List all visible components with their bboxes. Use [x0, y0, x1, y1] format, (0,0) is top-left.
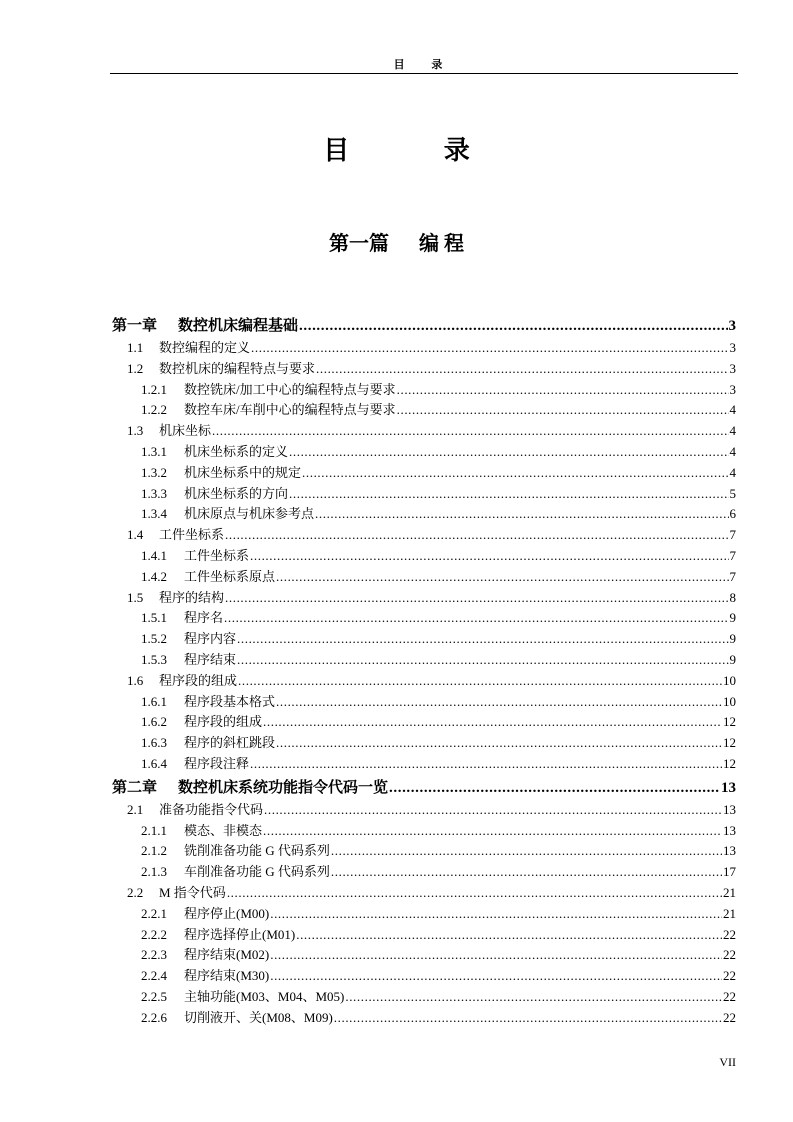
- toc-entry-page: 22: [723, 989, 736, 1004]
- toc-entry-label: [141, 483, 288, 502]
- toc-entry-number: 2.1.2: [141, 843, 167, 858]
- dot-leader: [250, 548, 728, 564]
- toc-entry-title: 程序选择停止(M01): [184, 927, 296, 942]
- toc-entry-1-3-4[interactable]: [141, 503, 736, 522]
- toc-entry-number: 1.6.1: [141, 694, 167, 709]
- toc-entry-number: 1.4.1: [141, 548, 167, 563]
- dot-leader: [289, 486, 728, 502]
- toc-entry-page: 3: [729, 382, 736, 397]
- toc-entry-page: 22: [723, 927, 736, 942]
- toc-entry-label: [141, 441, 288, 460]
- toc-entry-number: 1.2: [127, 361, 144, 376]
- toc-entry-title: 机床坐标系中的规定: [184, 465, 302, 480]
- toc-entry-title: 铣削准备功能 G 代码系列: [184, 843, 330, 858]
- toc-entry-page: 7: [729, 527, 736, 542]
- dot-leader: [264, 802, 722, 818]
- toc-entry-page: 12: [723, 756, 736, 771]
- dot-leader: [270, 906, 722, 922]
- dot-leader: [276, 694, 722, 710]
- toc-entry-number: 2.2.4: [141, 968, 167, 983]
- part-label: 第一篇: [329, 233, 389, 255]
- toc-entry-number: 1.5.1: [141, 610, 167, 625]
- toc-entry-number: 2.2: [127, 885, 144, 900]
- toc-entry-title: 数控车床/车削中心的编程特点与要求: [184, 402, 396, 417]
- toc-entry-title: 数控编程的定义: [159, 340, 251, 355]
- toc-entry-label: [141, 545, 249, 564]
- toc-entry-label: [141, 986, 344, 1005]
- toc-entry-page: 10: [723, 673, 736, 688]
- toc-entry-title: 程序停止(M00): [184, 906, 270, 921]
- toc-entry-label: [141, 649, 236, 668]
- toc-entry-title: 工件坐标系原点: [184, 569, 276, 584]
- toc-entry-1-2[interactable]: [127, 358, 736, 377]
- dot-leader: [299, 318, 727, 335]
- toc-entry-title: 程序结束(M02): [184, 947, 270, 962]
- toc-entry-2-2-1[interactable]: [141, 903, 736, 922]
- toc-entry-title: 程序的结构: [159, 590, 225, 605]
- toc-entry-2-2[interactable]: [127, 882, 736, 901]
- part-title: [0, 227, 793, 256]
- toc-entry-1-4-2[interactable]: [141, 566, 736, 585]
- toc-entry-1-6-2[interactable]: [141, 711, 736, 730]
- toc-entry-1-2-1[interactable]: [141, 379, 736, 398]
- toc-entry-page: 6: [729, 506, 736, 521]
- toc-entry-number: 1.6.3: [141, 735, 167, 750]
- toc-entry-2-1-3[interactable]: [141, 861, 736, 880]
- toc-entry-label: [127, 358, 315, 377]
- toc-entry-number: 1.3.4: [141, 506, 167, 521]
- toc-entry-number: 2.2.6: [141, 1010, 167, 1025]
- toc-entry-2-1-1[interactable]: [141, 820, 736, 839]
- dot-leader: [237, 631, 728, 647]
- toc-entry-label: [141, 399, 396, 418]
- toc-entry-label: [127, 670, 237, 689]
- dot-leader: [276, 569, 728, 585]
- toc-entry-title: 工件坐标系: [184, 548, 250, 563]
- toc-entry-page: 17: [723, 864, 736, 879]
- dot-leader: [276, 735, 722, 751]
- toc-entry-number: 第一章: [112, 318, 158, 334]
- toc-entry-1-1[interactable]: [127, 337, 736, 356]
- dot-leader: [397, 382, 729, 398]
- toc-entry-number: 1.3.1: [141, 444, 167, 459]
- toc-entry-page: 13: [721, 780, 736, 796]
- dot-leader: [251, 340, 728, 356]
- toc-entry-title: 机床坐标系的方向: [184, 486, 289, 501]
- toc-entry-2-1[interactable]: [127, 799, 736, 818]
- toc-entry-label: [127, 524, 224, 543]
- toc-entry-number: 2.2.5: [141, 989, 167, 1004]
- dot-leader: [224, 610, 728, 626]
- toc-entry-number: 1.3.3: [141, 486, 167, 501]
- toc-entry-number: 第二章: [112, 780, 158, 796]
- toc-entry-title: 数控机床编程基础: [178, 318, 299, 334]
- toc-entry-2-1-2[interactable]: [141, 840, 736, 859]
- toc-entry-title: 程序段的组成: [184, 714, 263, 729]
- toc-entry-title: 程序的斜杠跳段: [184, 735, 276, 750]
- toc-entry-page: 7: [729, 569, 736, 584]
- toc-entry-label: [141, 628, 236, 647]
- toc-entry-1-5[interactable]: [127, 587, 736, 606]
- toc-entry-label: [141, 965, 269, 984]
- dot-leader: [345, 989, 722, 1005]
- dot-leader: [263, 714, 722, 730]
- running-header: 目 录: [393, 59, 455, 71]
- toc-entry-1-5-3[interactable]: [141, 649, 736, 668]
- dot-leader: [227, 885, 722, 901]
- toc-entry-label: [141, 1007, 333, 1026]
- toc-entry-title: 程序结束(M30): [184, 968, 270, 983]
- toc-entry-1-2-2[interactable]: [141, 399, 736, 418]
- toc-entry-number: 2.2.1: [141, 906, 167, 921]
- toc-entry-page: 21: [723, 885, 736, 900]
- toc-entry-page: 3: [729, 361, 736, 376]
- toc-entry-1-4-1[interactable]: [141, 545, 736, 564]
- toc-entry-page: 22: [723, 968, 736, 983]
- dot-leader: [250, 756, 722, 772]
- dot-leader: [225, 590, 728, 606]
- toc-entry-1-6-1[interactable]: [141, 691, 736, 710]
- toc-entry-number: 2.2.3: [141, 947, 167, 962]
- toc-entry-title: 程序结束: [184, 652, 237, 667]
- toc-entry-2-2-4[interactable]: [141, 965, 736, 984]
- toc-entry-第二章[interactable]: [112, 776, 736, 797]
- toc-entry-page: 12: [723, 714, 736, 729]
- toc-entry-page: 12: [723, 735, 736, 750]
- toc-entry-label: [141, 820, 262, 839]
- toc-entry-title: 机床坐标: [159, 423, 212, 438]
- toc-entry-number: 1.5: [127, 590, 144, 605]
- dot-leader: [331, 864, 722, 880]
- dot-leader: [397, 402, 729, 418]
- toc-entry-第一章[interactable]: [112, 314, 736, 335]
- dot-leader: [296, 927, 722, 943]
- dot-leader: [212, 423, 728, 439]
- toc-entry-label: [127, 587, 224, 606]
- toc-entry-label: [127, 337, 250, 356]
- toc-entry-title: 程序段基本格式: [184, 694, 276, 709]
- toc-entry-title: 数控机床系统功能指令代码一览: [178, 780, 389, 796]
- toc-entry-page: 22: [723, 1010, 736, 1025]
- toc-entry-number: 1.5.3: [141, 652, 167, 667]
- toc-entry-label: [112, 314, 298, 335]
- toc-entry-2-2-5[interactable]: [141, 986, 736, 1005]
- toc-entry-page: 4: [729, 444, 736, 459]
- dot-leader: [270, 968, 722, 984]
- dot-leader: [238, 673, 722, 689]
- toc-entry-number: 1.3.2: [141, 465, 167, 480]
- toc-entry-number: 1.6.4: [141, 756, 167, 771]
- toc-entry-number: 2.1: [127, 802, 144, 817]
- header-rule: [110, 73, 738, 74]
- toc-entry-title: 程序段注释: [184, 756, 250, 771]
- dot-leader: [263, 823, 722, 839]
- toc-entry-number: 2.1.3: [141, 864, 167, 879]
- toc-entry-title: 程序名: [184, 610, 224, 625]
- toc-entry-label: [141, 462, 301, 481]
- toc-entry-title: M 指令代码: [159, 885, 226, 900]
- toc-entry-page: 9: [729, 610, 736, 625]
- toc-entry-number: 1.6: [127, 673, 144, 688]
- toc-entry-page: 21: [723, 906, 736, 921]
- toc-entry-1-3-1[interactable]: [141, 441, 736, 460]
- toc-entry-1-6-3[interactable]: [141, 732, 736, 751]
- toc-entry-label: [141, 711, 262, 730]
- dot-leader: [270, 947, 722, 963]
- toc-entry-page: 4: [729, 402, 736, 417]
- toc-entry-label: [141, 691, 275, 710]
- dot-leader: [237, 652, 728, 668]
- toc-entry-page: 9: [729, 631, 736, 646]
- toc-entry-title: 数控机床的编程特点与要求: [159, 361, 316, 376]
- toc-entry-page: 8: [729, 590, 736, 605]
- toc-entry-page: 3: [729, 340, 736, 355]
- toc-entry-2-2-2[interactable]: [141, 924, 736, 943]
- toc-entry-number: 1.5.2: [141, 631, 167, 646]
- toc-entry-title: 机床原点与机床参考点: [184, 506, 315, 521]
- toc-entry-label: [127, 799, 263, 818]
- toc-entry-number: 1.4.2: [141, 569, 167, 584]
- toc-entry-2-2-6[interactable]: [141, 1007, 736, 1026]
- toc-entry-label: [127, 882, 226, 901]
- toc-entry-number: 1.3: [127, 423, 144, 438]
- dot-leader: [289, 444, 728, 460]
- toc-entry-label: [141, 379, 396, 398]
- toc-entry-1-3-3[interactable]: [141, 483, 736, 502]
- toc-entry-title: 车削准备功能 G 代码系列: [184, 864, 330, 879]
- dot-leader: [389, 780, 720, 797]
- part-name: 编 程: [419, 233, 464, 255]
- toc-entry-title: 模态、非模态: [184, 823, 263, 838]
- toc-entry-title: 程序内容: [184, 631, 237, 646]
- toc-entry-label: [141, 924, 295, 943]
- toc-entry-label: [127, 420, 211, 439]
- toc-entry-label: [141, 566, 275, 585]
- dot-leader: [225, 527, 728, 543]
- toc-entry-number: 2.2.2: [141, 927, 167, 942]
- dot-leader: [334, 1010, 722, 1026]
- toc-entry-number: 1.6.2: [141, 714, 167, 729]
- toc-entry-label: [141, 903, 269, 922]
- dot-leader: [302, 465, 728, 481]
- toc-entry-1-5-1[interactable]: [141, 607, 736, 626]
- toc-entry-title: 切削液开、关(M08、M09): [184, 1010, 333, 1025]
- toc-entry-title: 工件坐标系: [159, 527, 225, 542]
- toc-entry-page: 13: [723, 802, 736, 817]
- toc-entry-page: 22: [723, 947, 736, 962]
- toc-entry-label: [141, 732, 275, 751]
- page-title: 目 录: [323, 136, 514, 165]
- toc-entry-number: 1.1: [127, 340, 144, 355]
- toc-entry-number: 1.2.2: [141, 402, 167, 417]
- toc-entry-1-3[interactable]: [127, 420, 736, 439]
- toc-entry-page: 4: [729, 423, 736, 438]
- dot-leader: [331, 843, 722, 859]
- toc-entry-title: 数控铣床/加工中心的编程特点与要求: [184, 382, 396, 397]
- toc-entry-title: 准备功能指令代码: [159, 802, 264, 817]
- toc-entry-label: [112, 776, 388, 797]
- toc-entry-label: [141, 607, 223, 626]
- toc-entry-page: 3: [728, 318, 736, 334]
- toc-entry-1-4[interactable]: [127, 524, 736, 543]
- toc-entry-label: [141, 753, 249, 772]
- toc-entry-title: 程序段的组成: [159, 673, 238, 688]
- dot-leader: [315, 506, 728, 522]
- page-number: VII: [719, 1055, 736, 1069]
- toc-entry-number: 1.2.1: [141, 382, 167, 397]
- toc-entry-label: [141, 840, 330, 859]
- toc-entry-page: 10: [723, 694, 736, 709]
- toc-entry-page: 13: [723, 843, 736, 858]
- toc-entry-label: [141, 944, 269, 963]
- toc-entry-page: 4: [729, 465, 736, 480]
- toc-entry-1-6-4[interactable]: [141, 753, 736, 772]
- toc-entry-1-5-2[interactable]: [141, 628, 736, 647]
- dot-leader: [316, 361, 728, 377]
- toc-entry-label: [141, 503, 314, 522]
- toc-entry-page: 7: [729, 548, 736, 563]
- toc-entry-title: 主轴功能(M03、M04、M05): [184, 989, 345, 1004]
- toc-entry-label: [141, 861, 330, 880]
- toc-entry-number: 1.4: [127, 527, 144, 542]
- toc-entry-page: 9: [729, 652, 736, 667]
- toc-entry-1-6[interactable]: [127, 670, 736, 689]
- toc-entry-number: 2.1.1: [141, 823, 167, 838]
- toc-entry-page: 13: [723, 823, 736, 838]
- toc-entry-2-2-3[interactable]: [141, 944, 736, 963]
- toc-entry-page: 5: [729, 486, 736, 501]
- toc-entry-title: 机床坐标系的定义: [184, 444, 289, 459]
- toc-entry-1-3-2[interactable]: [141, 462, 736, 481]
